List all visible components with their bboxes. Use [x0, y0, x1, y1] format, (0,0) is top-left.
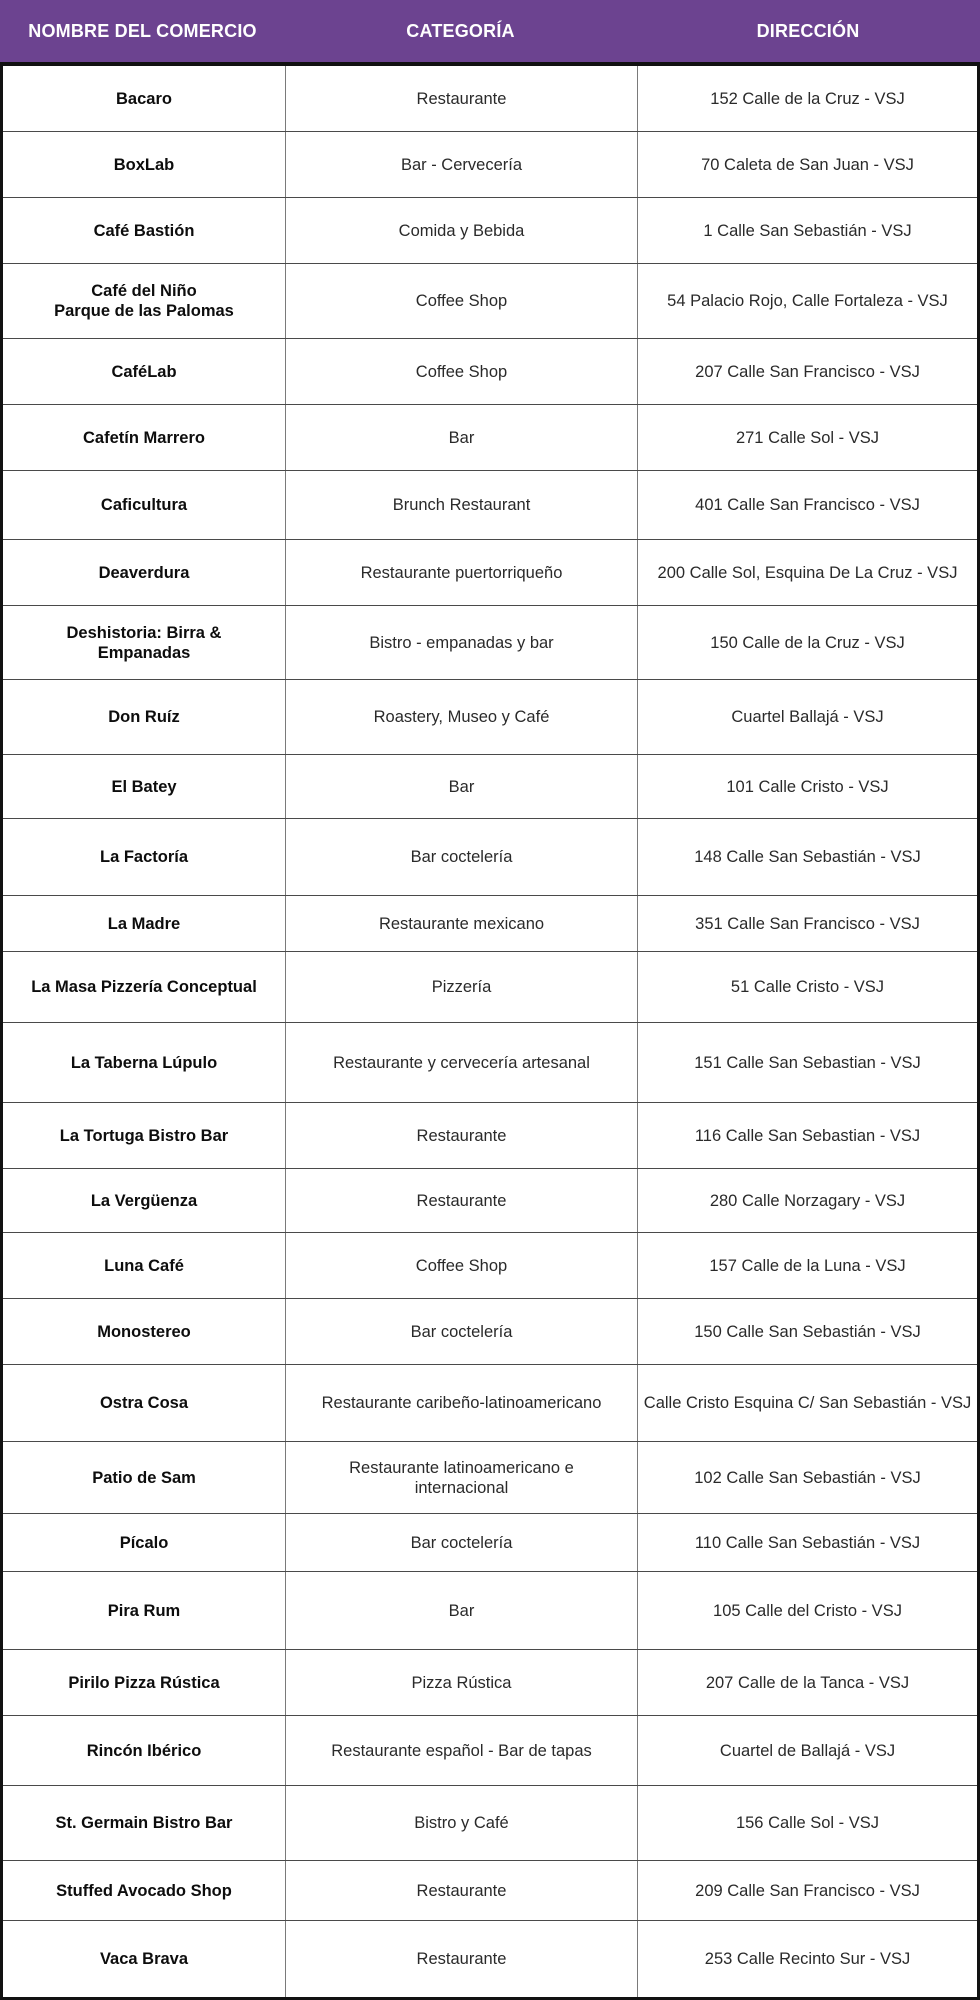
category-cell: Bar	[286, 1572, 638, 1649]
address-cell: 207 Calle de la Tanca - VSJ	[705, 1673, 910, 1692]
address-cell: 401 Calle San Francisco - VSJ	[695, 496, 920, 514]
table-row	[3, 405, 977, 471]
address-cell: 150 Calle San Sebastián - VSJ	[694, 1322, 921, 1341]
table-row	[3, 1442, 977, 1514]
address-cell: 70 Caleta de San Juan - VSJ	[701, 155, 914, 174]
address-cell: 157 Calle de la Luna - VSJ	[709, 1256, 906, 1275]
address-cell: 152 Calle de la Cruz - VSJ	[710, 89, 905, 108]
business-name-cell: Monostereo	[3, 1299, 286, 1364]
table-row	[3, 1299, 977, 1365]
table-body	[0, 66, 980, 2000]
address-cell: 54 Palacio Rojo, Calle Fortaleza - VSJ	[667, 292, 948, 310]
table-row	[3, 680, 977, 755]
header-category: CATEGORÍA	[406, 20, 515, 41]
address-cell: 253 Calle Recinto Sur - VSJ	[704, 1950, 911, 1968]
address-cell: 101 Calle Cristo - VSJ	[726, 777, 889, 796]
category-cell: Restaurante caribeño-latinoamericano	[286, 1365, 638, 1441]
category-cell: Restaurante	[286, 1861, 638, 1920]
business-name-cell: BoxLab	[3, 132, 286, 197]
category-cell: Brunch Restaurant	[286, 471, 638, 539]
business-name-cell: Caficultura	[3, 471, 286, 539]
category-cell: Restaurante	[286, 1169, 638, 1232]
business-name-cell: La Masa Pizzería Conceptual	[3, 952, 286, 1022]
category-cell: Restaurante	[286, 1921, 638, 1997]
category-cell: Bar - Cervecería	[286, 132, 638, 197]
business-name-cell: El Batey	[3, 755, 286, 818]
business-name-cell: Café Bastión	[3, 198, 286, 263]
header-address: DIRECCIÓN	[756, 20, 860, 41]
category-cell: Pizza Rústica	[286, 1650, 638, 1715]
business-name-cell: Bacaro	[3, 66, 286, 131]
table-header	[0, 0, 980, 66]
table-row	[3, 1514, 977, 1572]
address-cell: 150 Calle de la Cruz - VSJ	[710, 633, 905, 652]
address-cell: 207 Calle San Francisco - VSJ	[695, 362, 920, 381]
business-name-cell: Deaverdura	[3, 540, 286, 605]
business-name-cell: Patio de Sam	[3, 1442, 286, 1513]
address-cell: 110 Calle San Sebastián - VSJ	[694, 1533, 921, 1552]
category-cell: Restaurante y cervecería artesanal	[286, 1023, 638, 1102]
category-cell: Bar	[286, 405, 638, 470]
category-cell: Restaurante	[286, 1103, 638, 1168]
category-cell: Coffee Shop	[286, 339, 638, 404]
table-row	[3, 132, 977, 198]
business-name-cell: La Taberna Lúpulo	[3, 1023, 286, 1102]
table-row	[3, 952, 977, 1023]
address-cell: 51 Calle Cristo - VSJ	[730, 978, 885, 996]
address-cell: 156 Calle Sol - VSJ	[735, 1814, 880, 1832]
table-row	[3, 606, 977, 680]
business-name-cell: La Tortuga Bistro Bar	[3, 1103, 286, 1168]
table-row	[3, 1861, 977, 1921]
address-cell: 200 Calle Sol, Esquina De La Cruz - VSJ	[657, 563, 958, 582]
table-row	[3, 1650, 977, 1716]
address-cell: 351 Calle San Francisco - VSJ	[695, 914, 920, 933]
table-row	[3, 1103, 977, 1169]
address-cell: 280 Calle Norzagary - VSJ	[709, 1191, 906, 1210]
address-cell: 271 Calle Sol - VSJ	[735, 428, 880, 447]
category-cell: Roastery, Museo y Café	[286, 680, 638, 754]
table-row	[3, 471, 977, 540]
business-name-cell: Pícalo	[3, 1514, 286, 1571]
category-cell: Restaurante latinoamericano e internacional	[286, 1442, 638, 1513]
table-row	[3, 755, 977, 819]
category-cell: Bistro - empanadas y bar	[286, 606, 638, 679]
category-cell: Restaurante puertorriqueño	[286, 540, 638, 605]
category-cell: Bar coctelería	[286, 1299, 638, 1364]
business-name-cell: St. Germain Bistro Bar	[3, 1786, 286, 1860]
business-name-cell: Ostra Cosa	[3, 1365, 286, 1441]
category-cell: Bar coctelería	[286, 1514, 638, 1571]
address-cell: Cuartel Ballajá - VSJ	[731, 708, 884, 726]
category-cell: Comida y Bebida	[286, 198, 638, 263]
category-cell: Bar coctelería	[286, 819, 638, 895]
category-cell: Restaurante	[286, 66, 638, 131]
table-row	[3, 339, 977, 405]
table-row	[3, 66, 977, 132]
table-row	[3, 1921, 977, 1997]
table-row	[3, 1786, 977, 1861]
address-cell: 1 Calle San Sebastián - VSJ	[703, 221, 912, 240]
address-cell: Calle Cristo Esquina C/ San Sebastián - VSJ	[643, 1394, 972, 1412]
address-cell: Cuartel de Ballajá - VSJ	[719, 1741, 896, 1760]
table-row	[3, 1365, 977, 1442]
business-name-cell: La Madre	[3, 896, 286, 951]
address-cell: 151 Calle San Sebastian - VSJ	[694, 1053, 921, 1072]
table-row	[3, 1233, 977, 1299]
business-name-cell: Don Ruíz	[3, 680, 286, 754]
table-row	[3, 1023, 977, 1103]
table-row	[3, 264, 977, 339]
address-cell: 209 Calle San Francisco - VSJ	[695, 1881, 920, 1900]
table-row	[3, 819, 977, 896]
business-name-cell: Rincón Ibérico	[3, 1716, 286, 1785]
business-name-cell: CaféLab	[3, 339, 286, 404]
business-name-cell: Pira Rum	[3, 1572, 286, 1649]
category-cell: Coffee Shop	[286, 264, 638, 338]
table-row	[3, 1169, 977, 1233]
category-cell: Restaurante mexicano	[286, 896, 638, 951]
category-cell: Bar	[286, 755, 638, 818]
table-row	[3, 198, 977, 264]
business-name-cell: La Factoría	[3, 819, 286, 895]
business-name-cell: Stuffed Avocado Shop	[3, 1861, 286, 1920]
business-name-cell: Vaca Brava	[3, 1921, 286, 1997]
business-name-cell: Café del Niño Parque de las Palomas	[3, 264, 286, 338]
header-name: NOMBRE DEL COMERCIO	[28, 20, 257, 41]
business-name-cell: Luna Café	[3, 1233, 286, 1298]
business-name-cell: La Vergüenza	[3, 1169, 286, 1232]
address-cell: 102 Calle San Sebastián - VSJ	[694, 1468, 921, 1487]
business-name-cell: Cafetín Marrero	[3, 405, 286, 470]
category-cell: Coffee Shop	[286, 1233, 638, 1298]
table-row	[3, 1716, 977, 1786]
business-name-cell: Deshistoria: Birra & Empanadas	[3, 606, 286, 679]
table-row	[3, 1572, 977, 1650]
category-cell: Bistro y Café	[286, 1786, 638, 1860]
table-row	[3, 896, 977, 952]
table-row	[3, 540, 977, 606]
business-name-cell: Pirilo Pizza Rústica	[3, 1650, 286, 1715]
address-cell: 105 Calle del Cristo - VSJ	[713, 1601, 902, 1620]
address-cell: 148 Calle San Sebastián - VSJ	[694, 848, 921, 866]
category-cell: Pizzería	[286, 952, 638, 1022]
address-cell: 116 Calle San Sebastian - VSJ	[694, 1126, 921, 1145]
category-cell: Restaurante español - Bar de tapas	[286, 1716, 638, 1785]
